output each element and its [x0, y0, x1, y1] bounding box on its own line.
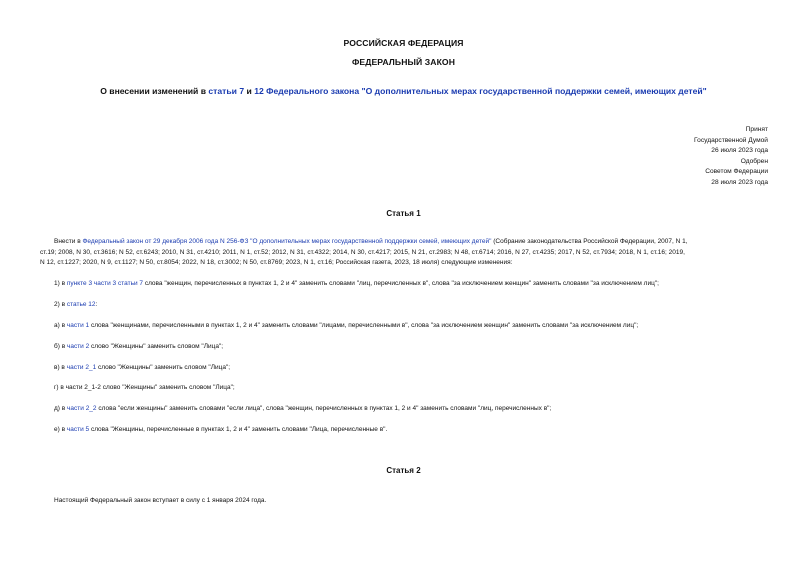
item-text: слово "Женщины" заменить словом "Лица"; [96, 364, 231, 371]
adoption-line: Одобрен [740, 157, 768, 165]
item-b-link[interactable]: части 2 [66, 343, 90, 350]
article-2-text: Настоящий Федеральный закон вступает в силу с 1 января 2024 года. [54, 497, 267, 504]
title-link-article-7[interactable]: статьи 7 [208, 86, 245, 96]
adoption-line: Государственной Думой [694, 136, 768, 144]
item-a [54, 321, 638, 331]
intro-prefix: Внести в [54, 238, 83, 245]
item-2 [54, 300, 97, 310]
item-e-link[interactable]: части 5 [66, 426, 90, 433]
item-d-link[interactable]: части 2_2 [67, 405, 97, 412]
intro-line-2: ст.19; 2008, N 30, ст.3616; N 52, ст.6243; 2010, N 31, ст.4210; 2011, N 1, ст.52; 2012, N 31, ст.4322; 2014, N 30, ст.4217; 2015, N 21, ст.2983; N 48, ст.6714; 2016, N 27, ст.4235; 2017, N 52, ст.7934; 2018, N 1, ст.16; 2019, [40, 248, 685, 256]
item-e [54, 425, 387, 435]
article-2-heading: Статья 2 [386, 466, 421, 475]
item-prefix: а) в [54, 322, 67, 329]
article-1-intro [40, 237, 768, 269]
item-prefix: 1) в [54, 280, 67, 287]
item-v [54, 363, 230, 373]
adoption-line: Советом Федерации [705, 168, 768, 176]
title-prefix: О внесении изменений в [100, 86, 209, 96]
item-a-link[interactable]: части 1 [66, 322, 90, 329]
intro-law-link[interactable]: Федеральный закон от 29 декабря 2006 года N 256-ФЗ "О дополнительных мерах государственной поддержки семей, имеющих детей" [82, 238, 492, 245]
intro-line-3: N 12, ст.1227; 2020, N 9, ст.1127; N 50, ст.8054; 2022, N 18, ст.3002; N 50, ст.8769; 2023, N 1, ст.16; Российская газета, 2023, 18 июля) следующие изменения: [40, 259, 513, 266]
article-1-heading: Статья 1 [386, 209, 421, 218]
country-heading: РОССИЙСКАЯ ФЕДЕРАЦИЯ [343, 38, 464, 48]
item-v-link[interactable]: части 2_1 [66, 364, 97, 371]
adoption-line: 28 июля 2023 года [711, 178, 768, 186]
item-prefix: б) в [54, 343, 67, 350]
item-b [54, 342, 223, 352]
item-prefix: в) в [54, 364, 67, 371]
item-text: слова "Женщины, перечисленные в пунктах 1, 2 и 4" заменить словами "Лица, перечисленные в". [89, 426, 388, 433]
adoption-block [694, 125, 768, 189]
item-text: : [95, 301, 98, 308]
item-text: слова "женщин, перечисленных в пунктах 1, 2 и 4" заменить словами "лиц, перечисленных в", слова "за исключением женщин" заменить словами "за исключением лиц"; [143, 280, 659, 287]
title-link-article-12[interactable]: 12 Федерального закона "О дополнительных мерах государственной поддержки семей, имеющих детей" [254, 86, 707, 96]
item-1-link[interactable]: пункте 3 части 3 статьи 7 [66, 280, 144, 287]
law-type-heading: ФЕДЕРАЛЬНЫЙ ЗАКОН [351, 57, 456, 67]
law-title [0, 86, 807, 96]
adoption-line: Принят [745, 126, 768, 133]
item-text: слова "если женщины" заменить словами "если лица", слова "женщин, перечисленных в пунктах 1, 2 и 4" заменить словами "лиц, перечисленных в"; [96, 405, 552, 412]
item-d [54, 404, 551, 414]
item-prefix: 2) в [54, 301, 67, 308]
item-prefix: д) в [54, 405, 68, 412]
item-text: слова "женщинами, перечисленными в пунктах 1, 2 и 4" заменить словами "лицами, перечисленными в", слова "за исключением женщин" заменить словами "за исключением лиц"; [89, 322, 639, 329]
item-text: слово "Женщины" заменить словом "Лица"; [89, 343, 224, 350]
title-mid: и [244, 86, 255, 96]
item-2-link[interactable]: статье 12 [66, 301, 96, 308]
item-g: г) в части 2_1-2 слово "Женщины" заменить словом "Лица"; [54, 384, 235, 391]
adoption-line: 26 июля 2023 года [711, 147, 768, 155]
item-1 [54, 279, 659, 289]
item-prefix: е) в [54, 426, 67, 433]
intro-suffix: (Собрание законодательства Российской Федерации, 2007, N 1, [491, 238, 688, 245]
